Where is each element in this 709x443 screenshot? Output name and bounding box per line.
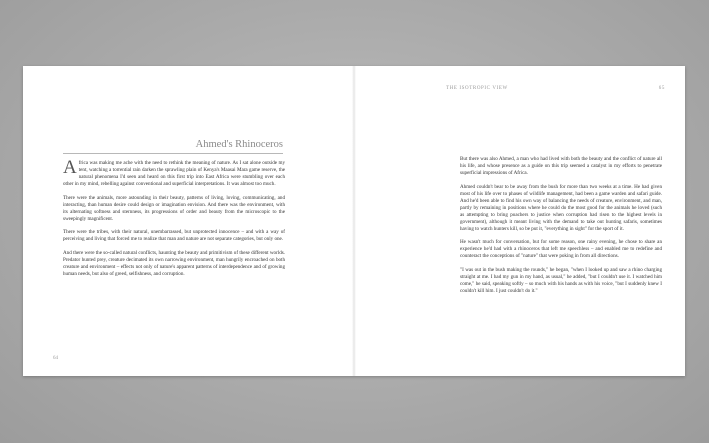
paragraph xyxy=(63,157,285,188)
paragraph: "I was out in the bush making the rounds," he began, "when I looked up and saw a rhino charging straight at me. I had my gun in my hand, as usual," he added, "but I couldn't use it. I watched him come," he said, speaking softly – so much with his hands as with his voice, "but I suddenly knew I couldn't kill him. I just couldn't do it." xyxy=(460,266,662,294)
paragraph-text: frica was making me ache with the need to rethink the meaning of nature. As I sat alone outside my tent, watching a torrential rain darken the sprawling plain of Kenya's Maasai Mara game reserve, the natural phenomena I'd seen and heard on this first trip into East Africa were stumbling over each other in my mind, rebelling against conventional and superficial interpretations. It was almost too much. xyxy=(63,160,285,187)
paragraph: There were the animals, more astounding in their beauty, patterns of living, loving, communicating, and interacting, than human desire could design or imagination envision. And there was the environment, with its alternating softness and sternness, its progressions of order and beauty from the microscopic to the sweepingly magnificent. xyxy=(63,194,285,222)
paragraph: There were the tribes, with their natural, unembarrassed, but unprotected innocence – and with a way of perceiving and living that forced me to realize that man and nature are not separate categories, but only one. xyxy=(63,229,285,242)
paragraph: He wasn't much for conversation, but for some reason, one rainy evening, he chose to share an experience he'd had with a rhinoceros that left me speechless – and enabled me to redefine and counteract the conceptions of "nature" that were poking in from all directions. xyxy=(460,239,662,259)
running-head xyxy=(446,86,665,91)
chapter-title: Ahmed's Rhinoceros xyxy=(195,139,283,150)
right-page xyxy=(354,66,685,376)
page-number-left: 64 xyxy=(53,356,58,361)
book-gutter xyxy=(352,66,356,376)
page-number-right: 65 xyxy=(658,86,665,91)
paragraph: And there were the so-called natural conflicts, haunting the beauty and primitivism of these different worlds. Predator hunted prey, creature decimated its own narrowing environment, man hungrily encroached on both creature and environment – effects not only of nature's apparent patterns of interdependence and of growing human needs, but also of greed, selfishness, and corruption. xyxy=(63,249,285,277)
left-page xyxy=(23,66,354,376)
book-spread xyxy=(23,66,685,376)
paragraph: Ahmed couldn't bear to be away from the bush for more than two weeks at a time. He had given most of his life over to phases of wildlife management, had been a game warden and safari guide. And he'd been able to find his own way of balancing the needs of creature, environment, and man, partly by remaining in positions where he could do the most good for the animals he loved (such as attempting to bring poachers to justice when corruption had risen to the highest levels in government), although it meant living with the demand to take out hunting safaris, sometimes having to watch hunters kill, so be put it, "everything in sight" for the sport of it. xyxy=(460,183,662,232)
paragraph: But there was also Ahmed, a man who had lived with both the beauty and the conflict of nature all his life, and whose presence as a guide on this trip seemed a catalyst in my efforts to penetrate superficial impressions of Africa. xyxy=(460,156,662,176)
left-body-text xyxy=(63,157,285,284)
title-rule xyxy=(63,153,283,154)
right-body-text xyxy=(460,156,662,301)
running-head-title: THE ISOTROPIC VIEW xyxy=(446,86,508,91)
drop-cap: A xyxy=(63,157,77,178)
